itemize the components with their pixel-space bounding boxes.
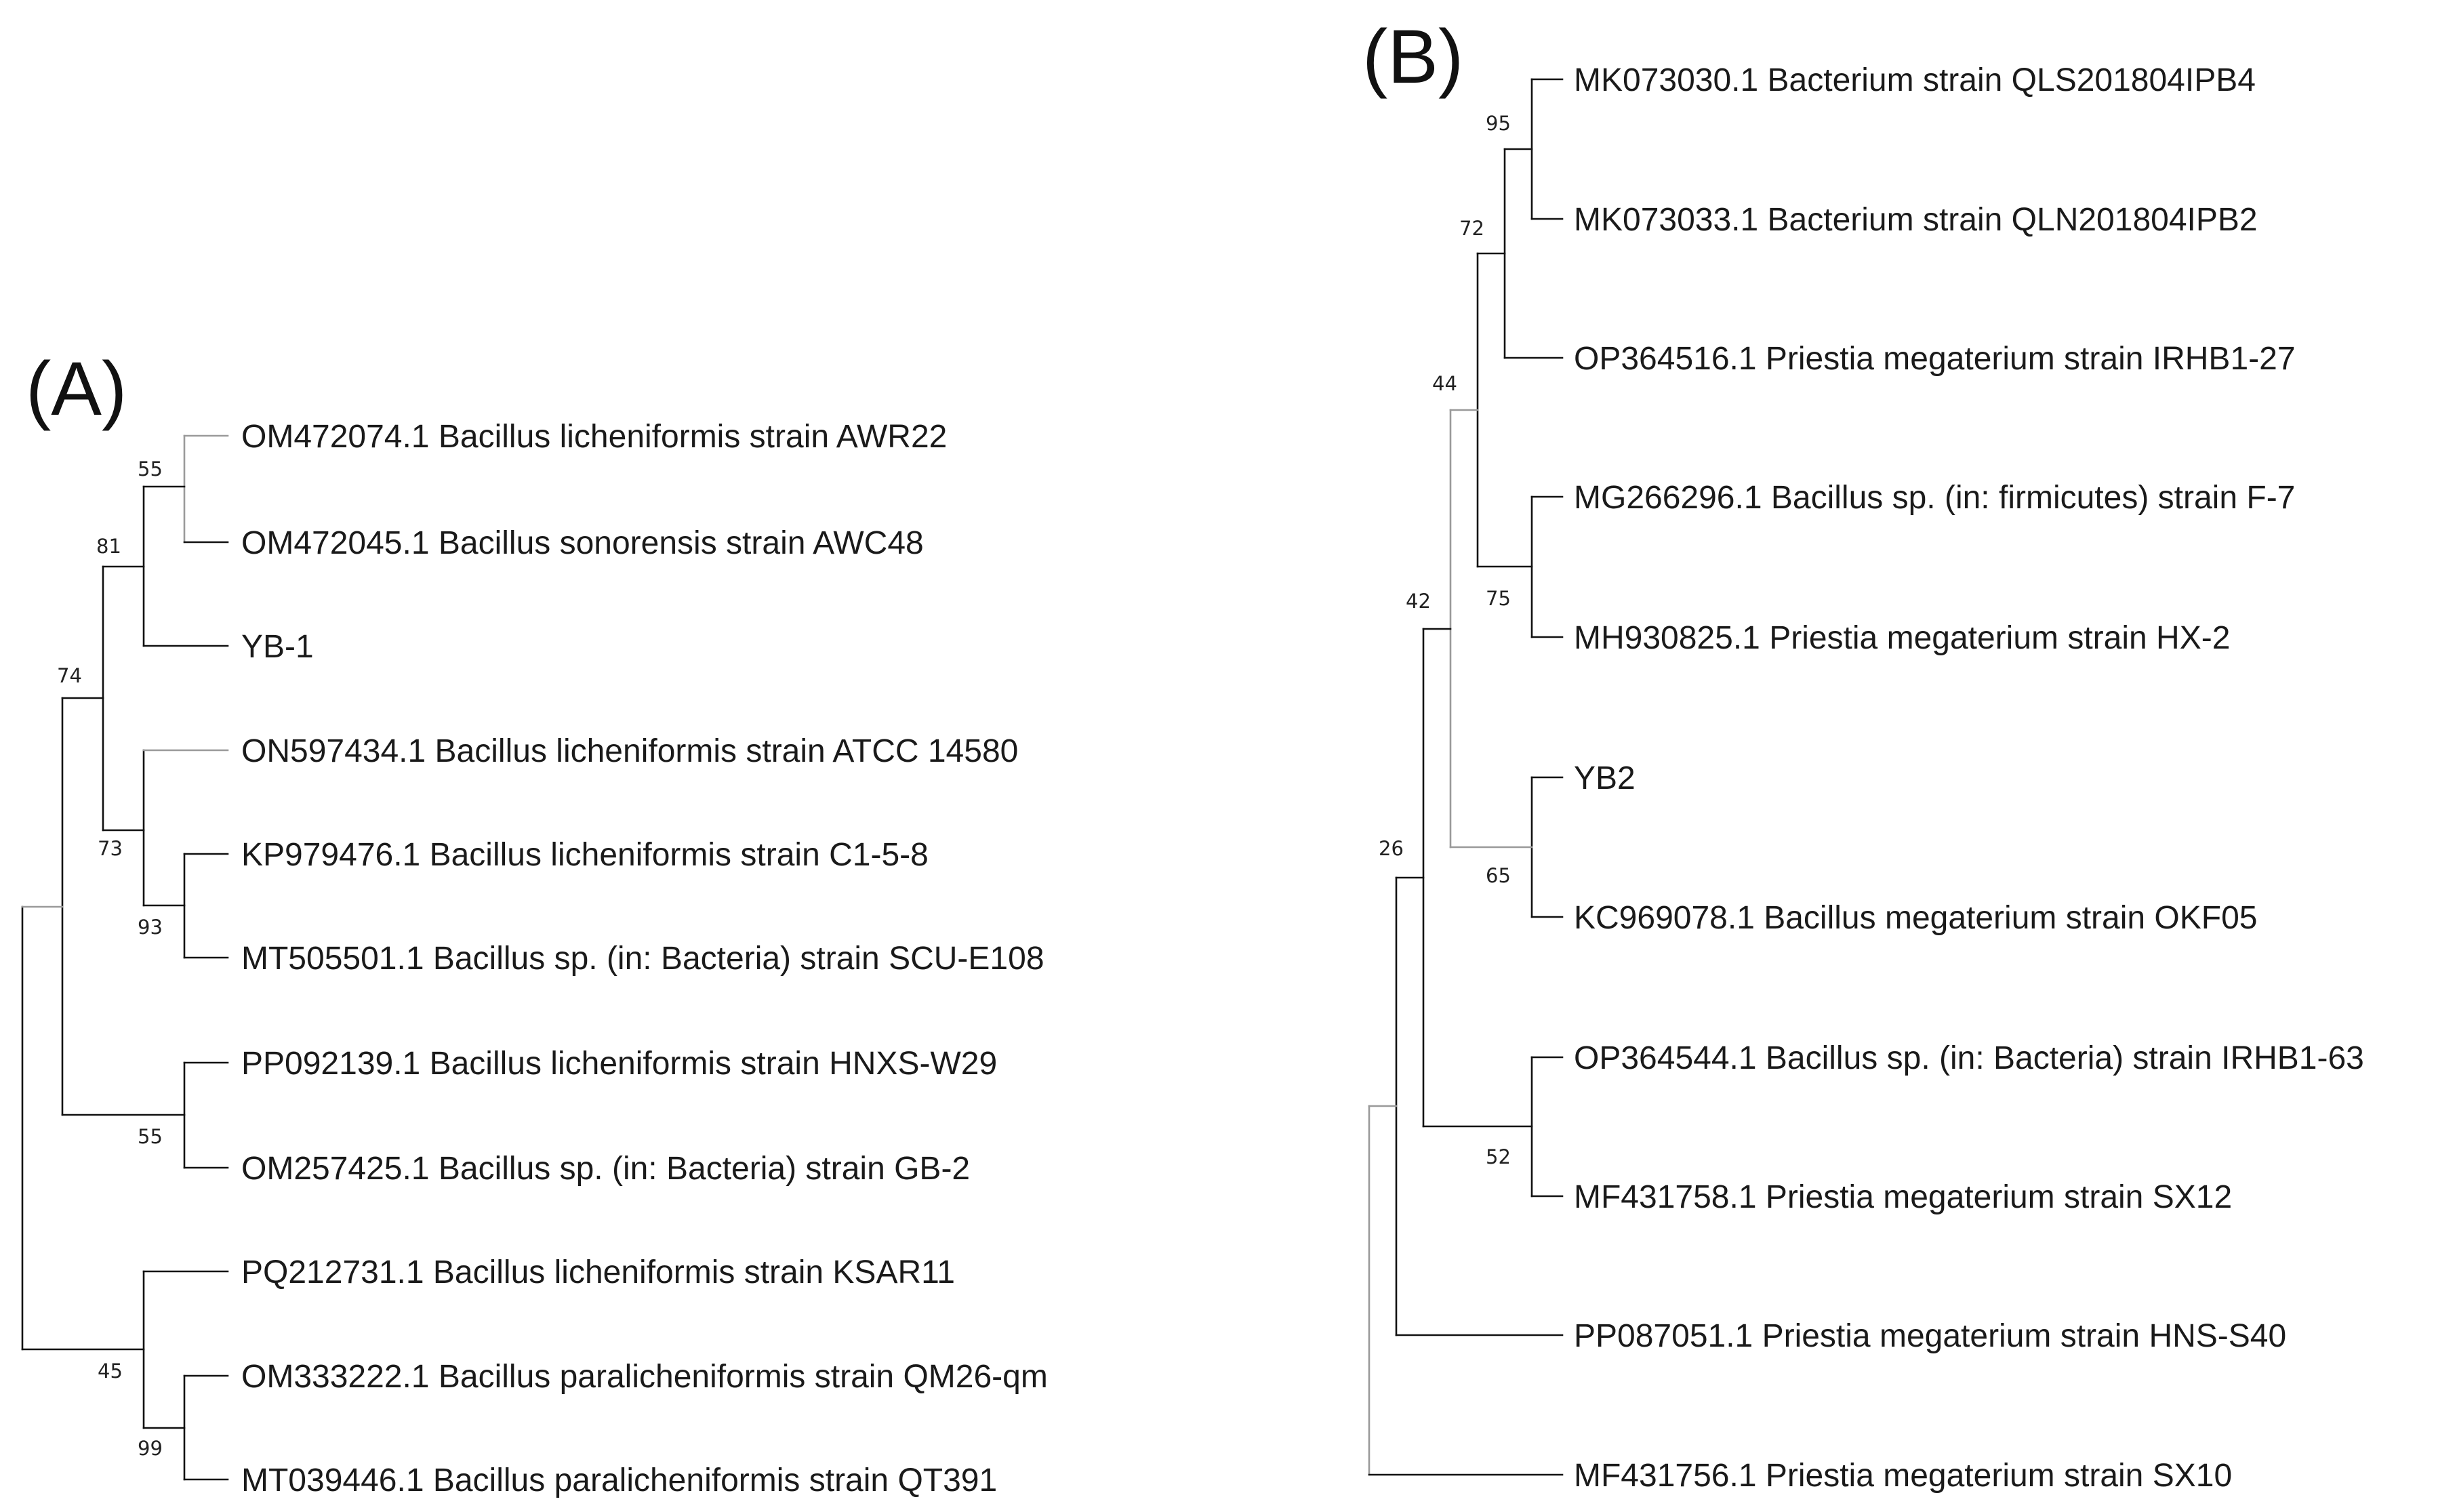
taxon-label: YB2 <box>1574 760 1636 796</box>
panel-a <box>22 346 1048 1498</box>
bootstrap-value: 95 <box>1486 112 1511 135</box>
bootstrap-value: 81 <box>96 535 121 558</box>
panel-a-bootstrap <box>57 457 163 1460</box>
panel-b-branches <box>1369 79 1562 1475</box>
taxon-label: ON597434.1 Bacillus licheniformis strain ATCC 14580 <box>241 733 1019 769</box>
bootstrap-value: 75 <box>1486 587 1511 610</box>
taxon-label: OP364516.1 Priestia megaterium strain IRHB1-27 <box>1574 341 2296 377</box>
taxon-label: MF431756.1 Priestia megaterium strain SX10 <box>1574 1458 2233 1494</box>
bootstrap-value: 72 <box>1459 217 1484 240</box>
taxon-label: KP979476.1 Bacillus licheniformis strain C1-5-8 <box>241 837 929 873</box>
taxon-label: PQ212731.1 Bacillus licheniformis strain KSAR11 <box>241 1254 955 1290</box>
panel-b-taxa <box>1574 62 2364 1494</box>
taxon-label: OM333222.1 Bacillus paralicheniformis strain QM26-qm <box>241 1359 1048 1395</box>
panel-a-branches <box>22 436 228 1479</box>
taxon-label: MK073033.1 Bacterium strain QLN201804IPB2 <box>1574 202 2258 238</box>
taxon-label: MK073030.1 Bacterium strain QLS201804IPB4 <box>1574 62 2256 98</box>
bootstrap-value: 55 <box>138 457 163 481</box>
taxon-label: MG266296.1 Bacillus sp. (in: firmicutes) strain F-7 <box>1574 480 2296 516</box>
taxon-label: OP364544.1 Bacillus sp. (in: Bacteria) strain IRHB1-63 <box>1574 1040 2364 1076</box>
panel-a-label: (A) <box>26 346 127 431</box>
bootstrap-value: 93 <box>138 916 163 939</box>
bootstrap-value: 74 <box>57 664 82 687</box>
taxon-label: OM472074.1 Bacillus licheniformis strain AWR22 <box>241 419 948 455</box>
taxon-label: PP092139.1 Bacillus licheniformis strain HNXS-W29 <box>241 1046 998 1082</box>
taxon-label: MT505501.1 Bacillus sp. (in: Bacteria) strain SCU-E108 <box>241 941 1044 977</box>
bootstrap-value: 26 <box>1379 837 1404 860</box>
bootstrap-value: 99 <box>138 1437 163 1460</box>
bootstrap-value: 52 <box>1486 1145 1511 1168</box>
bootstrap-value: 44 <box>1432 372 1457 395</box>
taxon-label: KC969078.1 Bacillus megaterium strain OKF05 <box>1574 900 2258 936</box>
bootstrap-value: 55 <box>138 1125 163 1148</box>
bootstrap-value: 65 <box>1486 864 1511 887</box>
bootstrap-value: 73 <box>98 837 123 860</box>
panel-b-bootstrap <box>1379 112 1511 1168</box>
taxon-label: OM257425.1 Bacillus sp. (in: Bacteria) strain GB-2 <box>241 1151 971 1187</box>
panel-b-label: (B) <box>1362 14 1464 99</box>
panel-b <box>1362 14 2364 1494</box>
taxon-label: MT039446.1 Bacillus paralicheniformis strain QT391 <box>241 1463 998 1498</box>
taxon-label: OM472045.1 Bacillus sonorensis strain AWC48 <box>241 525 924 561</box>
taxon-label: PP087051.1 Priestia megaterium strain HNS-S40 <box>1574 1318 2287 1354</box>
bootstrap-value: 45 <box>98 1360 123 1383</box>
taxon-label: YB-1 <box>241 629 314 665</box>
taxon-label: MH930825.1 Priestia megaterium strain HX-2 <box>1574 620 2231 656</box>
taxon-label: MF431758.1 Priestia megaterium strain SX12 <box>1574 1179 2233 1215</box>
bootstrap-value: 42 <box>1406 590 1431 613</box>
panel-a-taxa <box>241 419 1048 1498</box>
